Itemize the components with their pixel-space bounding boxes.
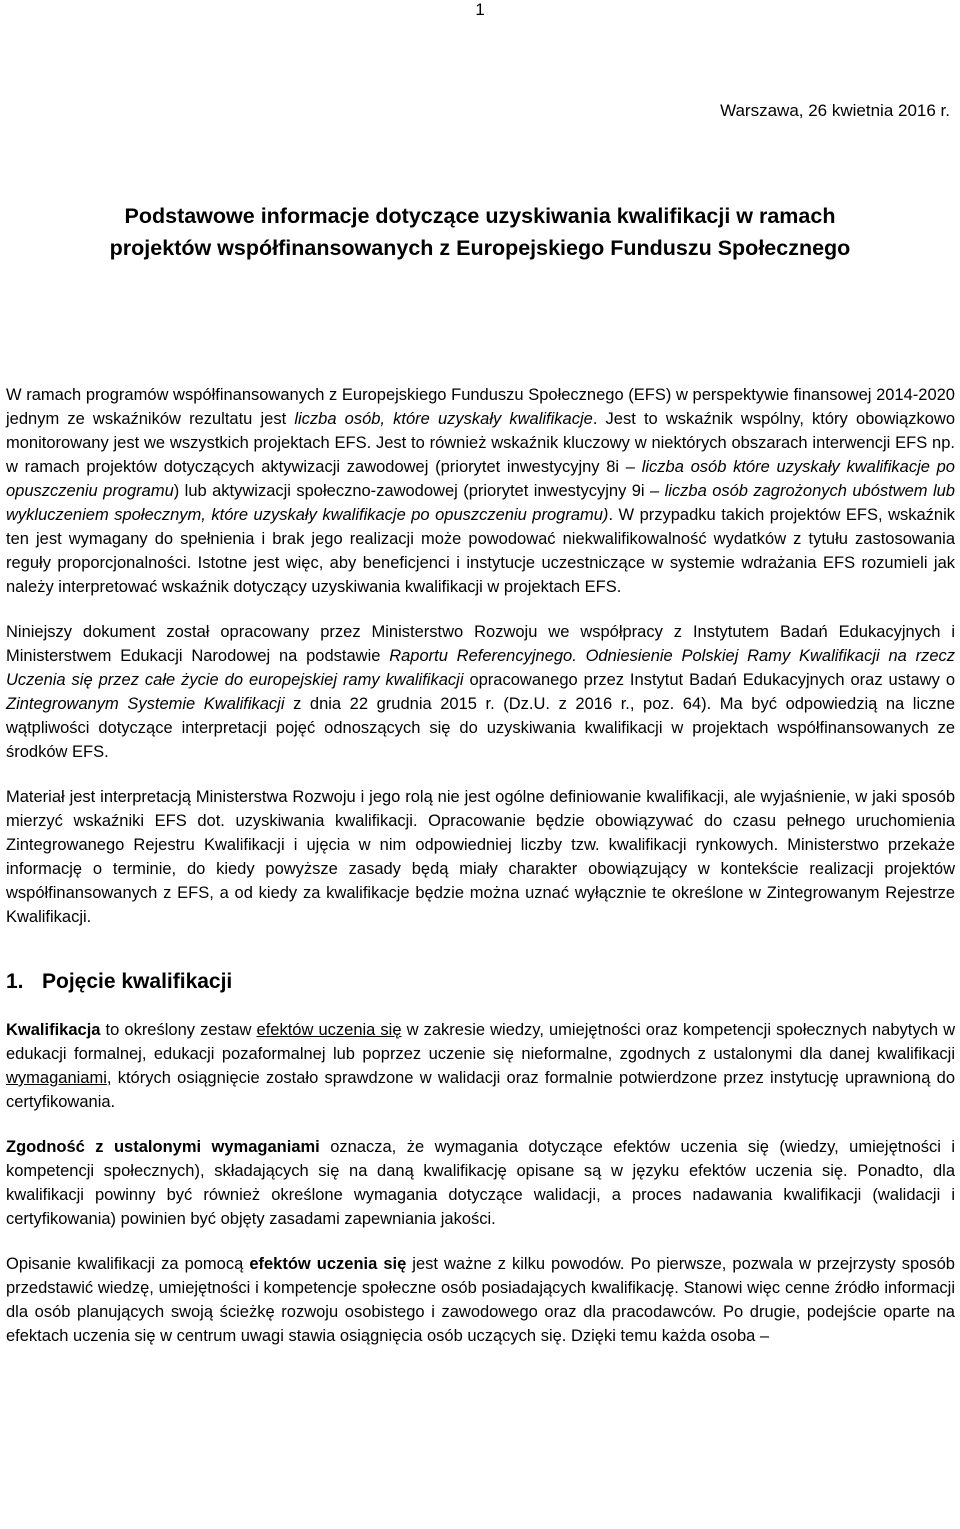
text-run: . W przypadku takich projektów EFS, wskaźnik ten jest wymagany do spełnienia i brak jego realizacji może powodować niekwalifikowalność wydatków z tytułu zastosowania reguły proporcjonalności. Istotne jest więc, aby beneficjenci i instytucje uczestniczące w systemie wdrażania EFS rozumieli jak należy interpretować wskaźnik dotyczący uzyskiwania kwalifikacji w projektach EFS. (6, 506, 956, 596)
text-run: opracowanego przez Instytut Badań Edukacyjnych oraz ustawy o (463, 671, 956, 689)
underlined-term: efektów uczenia się (256, 1021, 402, 1039)
page-number: 1 (475, 0, 485, 19)
text-run: oznacza, że wymagania dotyczące efektów uczenia się (wiedzy, umiejętności i kompetencji społecznych), składających się na daną kwalifikację opisane są w języku efektów uczenia się. Ponadto, dla kwalifikacji powinny być również określone wymagania dotyczące walidacji, a proces nadawania kwalifikacji (walidacji i certyfikowania) powinien być objęty zasadami zapewniania jakości. (6, 1138, 955, 1228)
italic-law-title: Zintegrowanym Systemie Kwalifikacji (6, 695, 285, 713)
italic-term: liczba osób zagrożonych ubóstwem lub wykluczeniem społecznym, które uzyskały kwalifikacje po opuszczeniu programu) (6, 482, 955, 524)
text-run: to określony zestaw (100, 1021, 257, 1039)
place-and-date: Warszawa, 26 kwietnia 2016 r. (720, 101, 950, 120)
document-title (20, 200, 940, 264)
bold-term: efektów uczenia się (249, 1255, 407, 1273)
text-run: z dnia 22 grudnia 2015 r. (Dz.U. z 2016 r., poz. 64). Ma być odpowiedzią na liczne wątpliwości dotyczące interpretacji pojęć odnoszących się do uzyskiwania kwalifikacji w projektach współfinansowanych ze środków EFS. (6, 695, 955, 761)
bold-term: Zgodność z ustalonymi wymaganiami (6, 1138, 320, 1156)
document-title-line-2: projektów współfinansowanych z Europejskiego Funduszu Społecznego (109, 236, 851, 260)
paragraph-efs-indicator (6, 383, 955, 599)
text-run: W ramach programów współfinansowanych z Europejskiego Funduszu Społecznego (EFS) w perspektywie finansowej 2014-2020 jednym ze wskaźników rezultatu jest (6, 386, 955, 428)
paragraph-learning-outcomes (6, 1252, 955, 1348)
text-run: Niniejszy dokument został opracowany przez Ministerstwo Rozwoju we współpracy z Instytutem Badań Edukacyjnych i Ministerstwem Edukacji Narodowej na podstawie (6, 623, 955, 665)
section-number: 1. (6, 970, 24, 993)
text-run: . Jest to wskaźnik wspólny, który obowiązkowo monitorowany jest we wszystkich projektach EFS. Jest to również wskaźnik kluczowy w niektórych obszarach interwencji EFS np. w ramach projektów dotyczących aktywizacji zawodowej (priorytet inwestycyjny 8i – (6, 410, 956, 476)
underlined-term: wymaganiami (6, 1069, 107, 1087)
paragraph-qualification-definition (6, 1018, 955, 1114)
text-run: ) lub aktywizacji społeczno-zawodowej (priorytet inwestycyjny 9i – (173, 482, 665, 500)
italic-term: liczba osób które uzyskały kwalifikacje po opuszczeniu programu (6, 458, 955, 500)
text-run: Opisanie kwalifikacji za pomocą (6, 1255, 250, 1273)
paragraph-requirements-compliance (6, 1135, 955, 1231)
italic-report-title: Raportu Referencyjnego. Odniesienie Polskiej Ramy Kwalifikacji na rzecz Uczenia się przez całe życie do europejskiej ramy kwalifikacji (6, 647, 955, 689)
document-body (6, 383, 955, 1369)
paragraph-document-origin (6, 620, 955, 764)
text-run: w zakresie wiedzy, umiejętności oraz kompetencji społecznych nabytych w edukacji formalnej, edukacji pozaformalnej lub poprzez uczenie się nieformalne, zgodnych z ustalonymi dla danej kwalifikacji (6, 1021, 956, 1063)
text-run: , których osiągnięcie zostało sprawdzone w walidacji oraz formalnie potwierdzone przez instytucję uprawnioną do certyfikowania. (6, 1069, 955, 1111)
section-title: Pojęcie kwalifikacji (42, 970, 233, 993)
text-run: jest ważne z kilku powodów. Po pierwsze, pozwala w przejrzysty sposób przedstawić wiedzę, umiejętności i kompetencje społeczne osób posiadających kwalifikację. Stanowi więc cenne źródło informacji dla osób planujących swoją ścieżkę rozwoju osobistego i zawodowego oraz dla pracodawców. Po drugie, podejście oparte na efektach uczenia się w centrum uwagi stawia osiągnięcia osób uczących się. Dzięki temu każda osoba – (6, 1255, 955, 1345)
italic-term: liczba osób, które uzyskały kwalifikacje (294, 410, 593, 428)
section-heading-1 (6, 968, 955, 996)
paragraph-material-scope: Materiał jest interpretacją Ministerstwa Rozwoju i jego rolą nie jest ogólne definiowanie kwalifikacji, ale wyjaśnienie, w jaki sposób mierzyć wskaźniki EFS dot. uzyskiwania kwalifikacji. Opracowanie będzie obowiązywać do czasu pełnego uruchomienia Zintegrowanego Rejestru Kwalifikacji i ujęcia w nim odpowiedniej liczby tzw. kwalifikacji rynkowych. Ministerstwo przekaże informację o terminie, do kiedy powyższe zasady będą miały charakter obowiązujący w kontekście realizacji projektów współfinansowanych z EFS, a od kiedy za kwalifikacje będzie można uznać wyłącznie te określone w Zintegrowanym Rejestrze Kwalifikacji. (6, 788, 955, 926)
bold-term: Kwalifikacja (6, 1021, 101, 1039)
document-title-line-1: Podstawowe informacje dotyczące uzyskiwania kwalifikacji w ramach (124, 204, 836, 228)
